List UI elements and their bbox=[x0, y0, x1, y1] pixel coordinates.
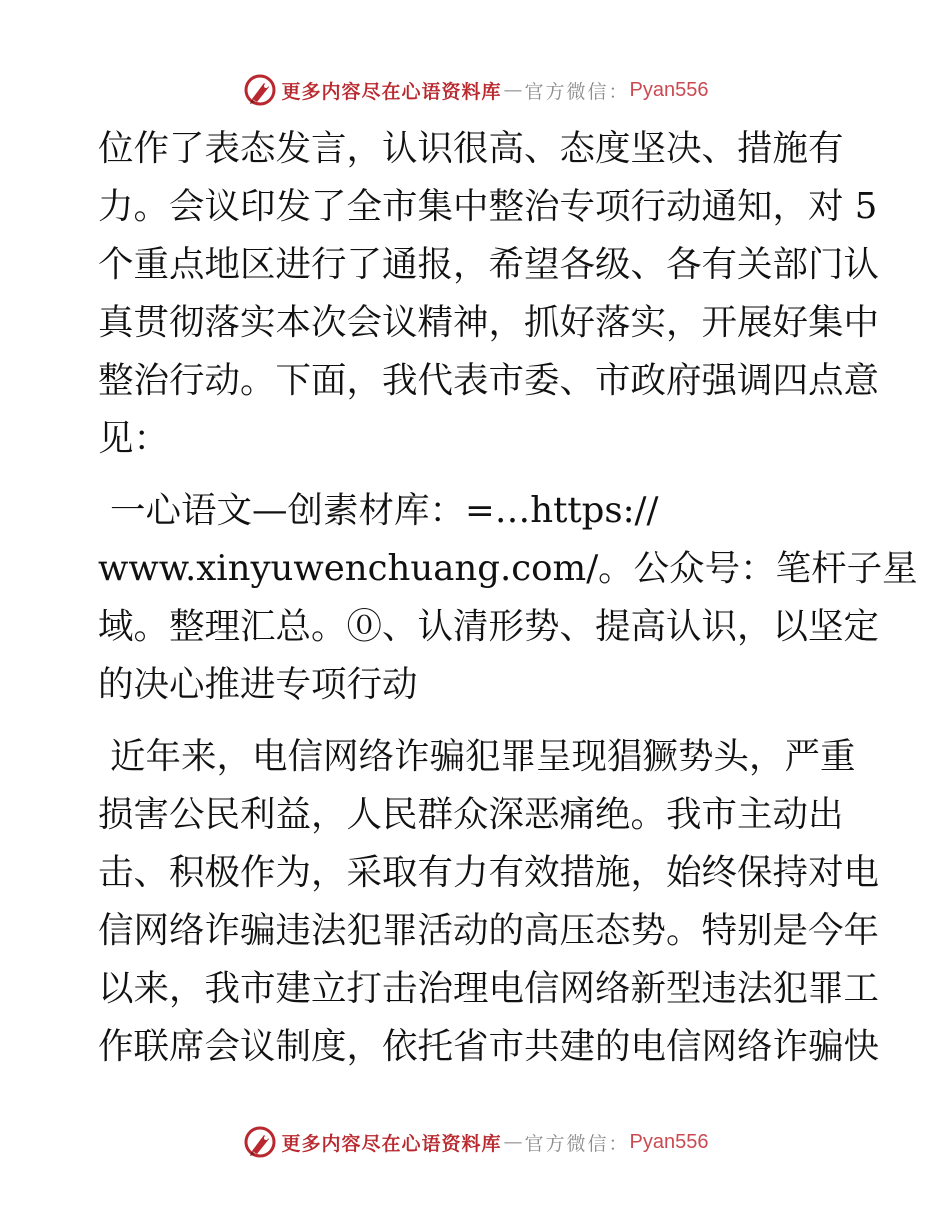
paragraph-line: 一心语文—创素材库：=…https:// bbox=[110, 490, 659, 531]
paragraph-line: 的决心推进专项行动 bbox=[98, 664, 418, 705]
header-banner bbox=[0, 72, 950, 108]
document-body bbox=[98, 120, 918, 1076]
footer-wechat-id: Pyan556 bbox=[629, 1130, 709, 1153]
paragraph-line: 信网络诈骗违法犯罪活动的高压态势。特别是今年 bbox=[98, 910, 880, 951]
paragraph-line: 位作了表态发言，认识很高、态度坚决、措施有 bbox=[98, 128, 844, 169]
pen-logo-icon bbox=[242, 72, 278, 108]
header-site-text: 更多内容尽在心语资料库 bbox=[281, 80, 502, 103]
paragraph-line: 损害公民利益，人民群众深恶痛绝。我市主动出 bbox=[98, 794, 844, 835]
footer-site-text: 更多内容尽在心语资料库 bbox=[281, 1132, 502, 1155]
paragraph-line: 真贯彻落实本次会议精神，抓好落实，开展好集中 bbox=[98, 302, 880, 343]
footer-official-label: 官方微信： bbox=[524, 1132, 630, 1155]
footer-dash: — bbox=[503, 1131, 523, 1153]
paragraph-line: 力。会议印发了全市集中整治专项行动通知，对 5 bbox=[98, 186, 878, 227]
paragraph-line: 整治行动。下面，我代表市委、市政府强调四点意 bbox=[98, 360, 880, 401]
header-official-label: 官方微信： bbox=[524, 80, 630, 103]
paragraph-line: 近年来，电信网络诈骗犯罪呈现猖獗势头，严重 bbox=[110, 736, 856, 777]
footer-banner bbox=[0, 1124, 950, 1160]
paragraph-line: 见： bbox=[98, 418, 170, 459]
pen-logo-icon bbox=[242, 1124, 278, 1160]
paragraph-line: 击、积极作为，采取有力有效措施，始终保持对电 bbox=[98, 852, 880, 893]
paragraph-3 bbox=[98, 728, 880, 1076]
paragraph-line: 个重点地区进行了通报，希望各级、各有关部门认 bbox=[98, 244, 880, 285]
paragraph-2 bbox=[98, 482, 918, 714]
paragraph-line: 作联席会议制度，依托省市共建的电信网络诈骗快 bbox=[98, 1026, 880, 1067]
header-wechat-id: Pyan556 bbox=[629, 78, 709, 101]
paragraph-1 bbox=[98, 120, 880, 468]
paragraph-line: www.xinyuwenchuang.com/。公众号：笔杆子星 bbox=[98, 548, 918, 589]
paragraph-line: 域。整理汇总。⓪、认清形势、提高认识，以坚定 bbox=[98, 606, 880, 647]
paragraph-line: 以来，我市建立打击治理电信网络新型违法犯罪工 bbox=[98, 968, 880, 1009]
header-dash: — bbox=[503, 79, 523, 101]
